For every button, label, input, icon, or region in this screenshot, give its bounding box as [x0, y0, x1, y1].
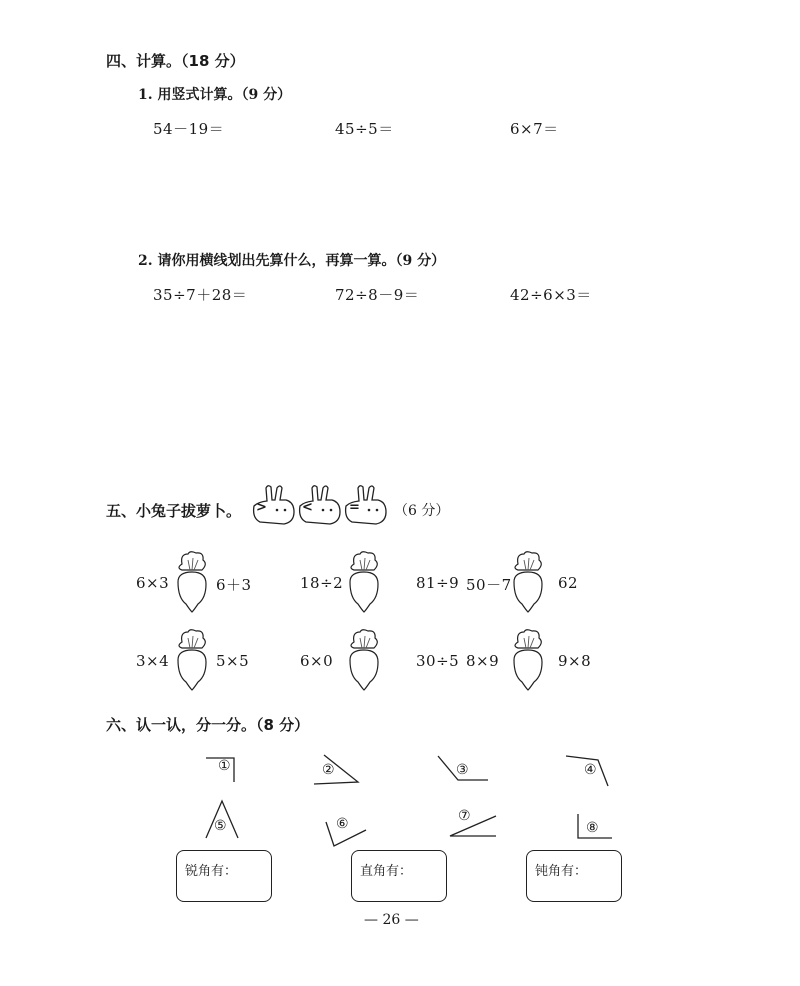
bunny-sign-eq: = — [349, 500, 360, 515]
obtuse-box[interactable] — [526, 850, 622, 902]
right-box[interactable] — [351, 850, 447, 902]
section6-title: 六、认一认，分一分。（8 分） — [106, 716, 310, 734]
angle-label-1: ① — [218, 758, 231, 774]
angle-label-7: ⑦ — [458, 808, 471, 824]
q1-title: 1. 用竖式计算。（9 分） — [138, 87, 292, 103]
angle-label-5: ⑤ — [214, 818, 227, 834]
angle-7 — [450, 816, 496, 836]
radish-left-expr: 8×9 — [466, 652, 500, 670]
obtuse-box-label: 钝角有： — [535, 864, 588, 879]
q1-expr-3: 6×7＝ — [510, 120, 559, 138]
angle-2 — [314, 755, 358, 784]
q1-expr-1: 54－19＝ — [153, 120, 225, 138]
radish-left-expr: 50－7 — [466, 576, 512, 594]
section4-title: 四、计算。（18 分） — [106, 52, 245, 70]
radish-right-expr: 30÷5 — [416, 652, 460, 670]
radish-left-expr: 18÷2 — [300, 574, 344, 592]
q2-title: 2. 请你用横线划出先算什么，再算一算。（9 分） — [138, 253, 446, 269]
angle-label-3: ③ — [456, 762, 469, 778]
section5-score: （6 分） — [394, 503, 450, 519]
bunny-sign-lt: < — [302, 500, 313, 515]
angle-label-8: ⑧ — [586, 820, 599, 836]
q1-expr-2: 45÷5＝ — [335, 120, 394, 138]
radish-right-expr: 81÷9 — [416, 574, 460, 592]
section5-title: 五、小兔子拔萝卜。 — [106, 502, 242, 520]
radish-left-expr: 6×0 — [300, 652, 334, 670]
acute-box-label: 锐角有： — [185, 864, 238, 879]
angle-label-2: ② — [322, 762, 335, 778]
bunny-sign-gt: > — [256, 500, 267, 515]
radish-left-expr: 3×4 — [136, 652, 170, 670]
angle-label-6: ⑥ — [336, 816, 349, 832]
radish-left-expr: 6×3 — [136, 574, 170, 592]
page-number: — 26 — — [364, 912, 419, 928]
q2-expr-3: 42÷6×3＝ — [510, 286, 592, 304]
q2-expr-2: 72÷8－9＝ — [335, 286, 420, 304]
angle-label-4: ④ — [584, 762, 597, 778]
radish-right-expr: 6＋3 — [216, 576, 252, 594]
right-box-label: 直角有： — [360, 864, 413, 879]
q2-expr-1: 35÷7＋28＝ — [153, 286, 248, 304]
acute-box[interactable] — [176, 850, 272, 902]
radish-right-expr: 62 — [558, 574, 579, 592]
radish-right-expr: 5×5 — [216, 652, 250, 670]
radish-right-expr: 9×8 — [558, 652, 592, 670]
